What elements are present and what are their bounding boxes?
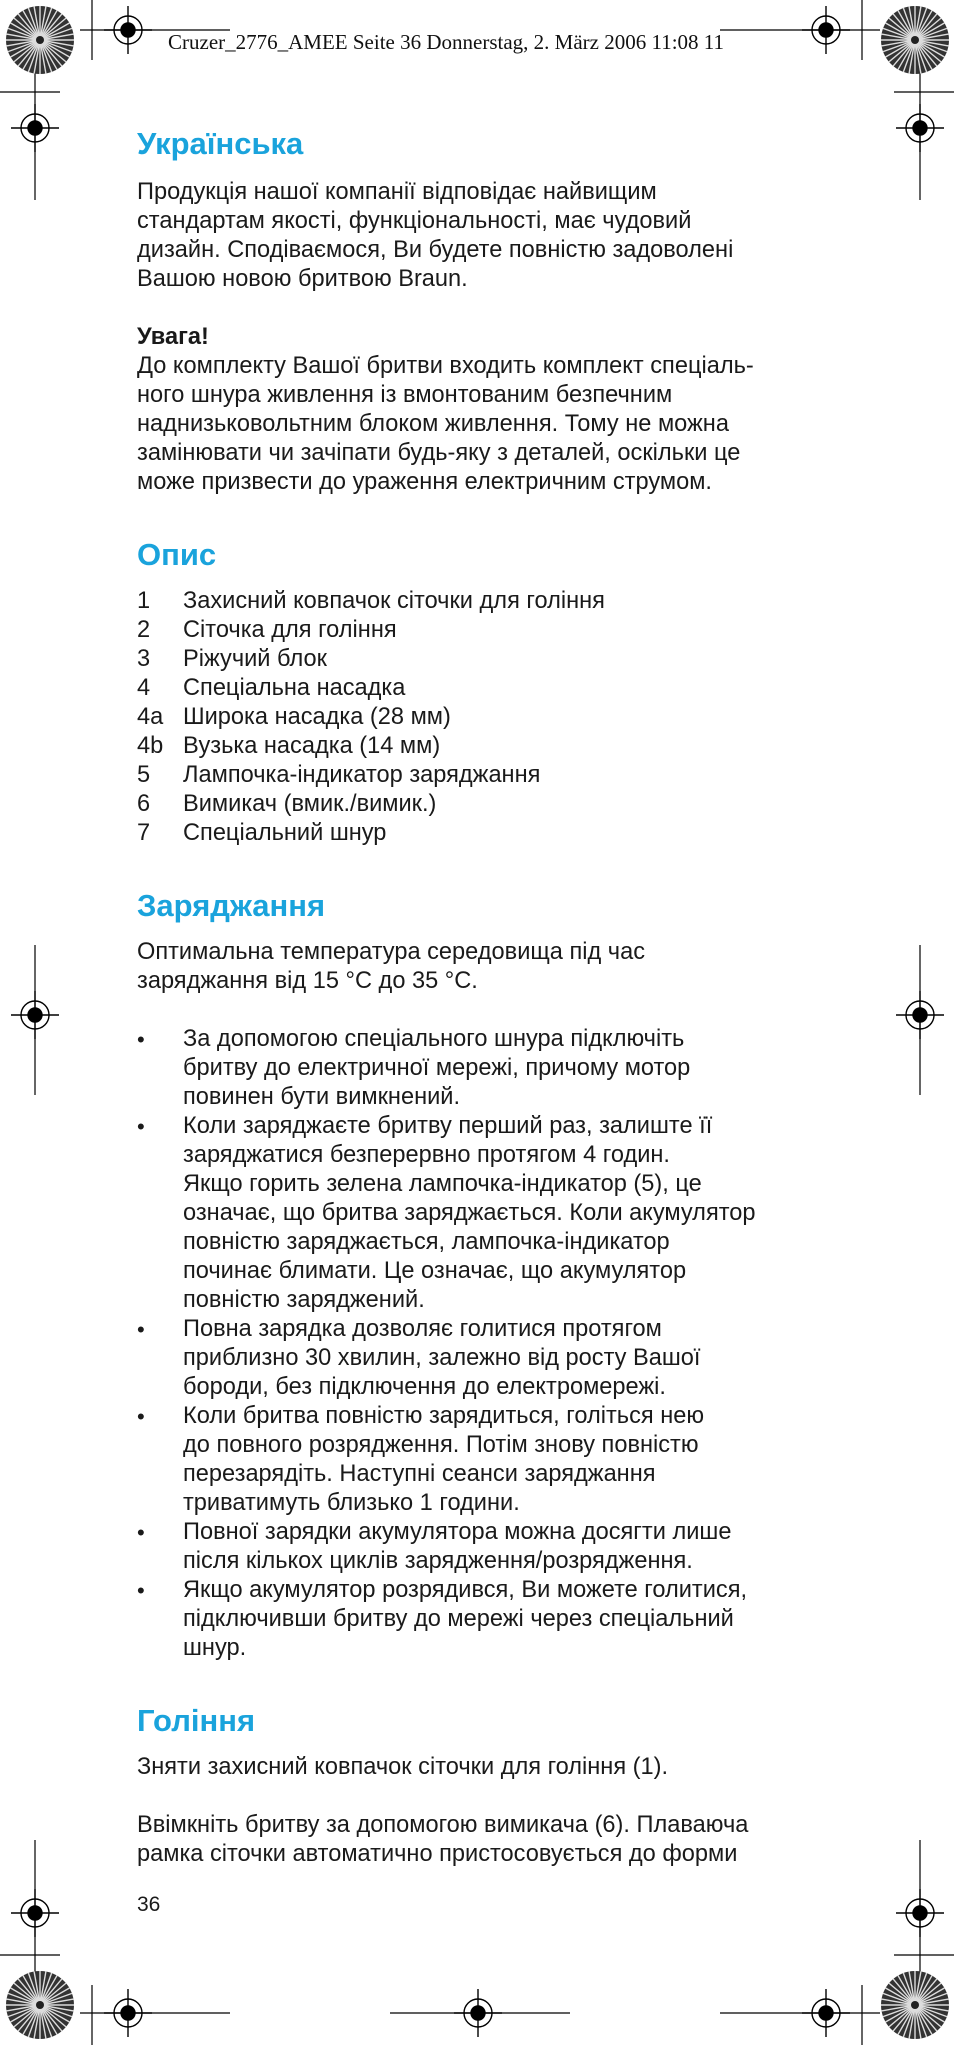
- registration-mark-icon: [896, 991, 944, 1039]
- parts-list-item: [137, 703, 837, 732]
- bullet-line: приблизно 30 хвилин, залежно від росту Вашої: [183, 1345, 701, 1371]
- parts-list-item: [137, 674, 837, 703]
- registration-mark-icon: [11, 104, 59, 152]
- warning-block: [137, 323, 837, 497]
- part-number: 4: [137, 675, 151, 701]
- charging-bullet-item: [137, 1518, 837, 1576]
- part-number: 5: [137, 762, 151, 788]
- intro-line: Продукція нашої компанії відповідає найвищим: [137, 179, 657, 205]
- bullet-line: Якщо горить зелена лампочка-індикатор (5), це: [183, 1171, 702, 1197]
- charging-bullet-item: [137, 1112, 837, 1315]
- bullet-icon: •: [137, 1027, 145, 1052]
- parts-list-item: [137, 587, 837, 616]
- shaving-paragraph-2: [137, 1811, 837, 1869]
- bullet-line: підключивши бритву до мережі через спеціальний: [183, 1606, 734, 1632]
- registration-mark-icon: [896, 1889, 944, 1937]
- section-title-shaving: Гоління: [137, 1703, 256, 1738]
- section-title-charging: Заряджання: [137, 888, 326, 923]
- bullet-line: повністю заряджений.: [183, 1287, 425, 1313]
- starburst-target-icon: [6, 1971, 74, 2039]
- registration-mark-icon: [11, 1889, 59, 1937]
- registration-mark-icon: [11, 991, 59, 1039]
- bullet-line: бороди, без підключення до електромережі.: [183, 1374, 666, 1400]
- part-label: Вимикач (вмик./вимик.): [183, 791, 437, 817]
- parts-list-item: [137, 761, 837, 790]
- starburst-target-icon: [881, 1971, 949, 2039]
- bullet-line: до повного розрядження. Потім знову повністю: [183, 1432, 699, 1458]
- part-number: 1: [137, 588, 151, 614]
- part-label: Спеціальний шнур: [183, 820, 387, 846]
- bullet-line: шнур.: [183, 1635, 247, 1661]
- charging-bullet-item: [137, 1576, 837, 1663]
- bullet-icon: •: [137, 1404, 145, 1429]
- charging-bullet-item: [137, 1315, 837, 1402]
- bullet-line: Коли бритва повністю зарядиться, голіться нею: [183, 1403, 705, 1429]
- bullet-line: означає, що бритва заряджається. Коли акумулятор: [183, 1200, 756, 1226]
- registration-mark-icon: [104, 6, 152, 54]
- intro-line: Вашою новою бритвою Braun.: [137, 266, 468, 292]
- charging-intro: [137, 938, 837, 996]
- intro-paragraph: [137, 178, 837, 294]
- part-label: Сіточка для гоління: [183, 617, 397, 643]
- part-label: Ріжучий блок: [183, 646, 327, 672]
- bullet-line: бритву до електричної мережі, причому мотор: [183, 1055, 691, 1081]
- charging-bullet-item: [137, 1402, 837, 1518]
- print-slug: Cruzer_2776_AMEE Seite 36 Donnerstag, 2. März 2006 11:08 11: [168, 30, 725, 54]
- parts-list-item: [137, 790, 837, 819]
- page-number: 36: [137, 1893, 161, 1916]
- warning-line: До комплекту Вашої бритви входить комплект спеціаль-: [137, 353, 754, 379]
- part-number: 4a: [137, 704, 164, 730]
- parts-list-item: [137, 616, 837, 645]
- charging-intro-line: заряджання від 15 °C до 35 °C.: [137, 968, 478, 994]
- bullet-line: повинен бути вимкнений.: [183, 1084, 461, 1110]
- bullet-line: Якщо акумулятор розрядився, Ви можете голитися,: [183, 1577, 748, 1603]
- warning-line: може призвести до ураження електричним струмом.: [137, 469, 712, 495]
- warning-label: Увага!: [137, 324, 209, 350]
- bullet-line: триватимуть близько 1 години.: [183, 1490, 520, 1516]
- charging-intro-line: Оптимальна температура середовища під час: [137, 939, 646, 965]
- part-label: Захисний ковпачок сіточки для гоління: [183, 588, 605, 614]
- starburst-target-icon: [881, 6, 949, 74]
- bullet-line: Повна зарядка дозволяє голитися протягом: [183, 1316, 662, 1342]
- parts-list-item: [137, 819, 837, 848]
- charging-bullet-list: [137, 1025, 837, 1663]
- bullet-line: після кількох циклів зарядження/розрядження.: [183, 1548, 693, 1574]
- bullet-line: починає блимати. Це означає, що акумулятор: [183, 1258, 687, 1284]
- bullet-icon: •: [137, 1317, 145, 1342]
- warning-line: ного шнура живлення із вмонтованим безпечним: [137, 382, 673, 408]
- warning-line: наднизьковольтним блоком живлення. Тому не можна: [137, 411, 729, 437]
- bullet-line: За допомогою спеціального шнура підключіть: [183, 1026, 685, 1052]
- bullet-line: заряджатися безперервно протягом 4 годин.: [183, 1142, 670, 1168]
- part-number: 4b: [137, 733, 164, 759]
- bullet-icon: •: [137, 1114, 145, 1139]
- part-label: Спеціальна насадка: [183, 675, 406, 701]
- section-title-ukrainian: Українська: [137, 126, 304, 161]
- bullet-line: перезарядіть. Наступні сеанси заряджання: [183, 1461, 656, 1487]
- section-title-description: Опис: [137, 537, 217, 572]
- bullet-line: Повної зарядки акумулятора можна досягти лише: [183, 1519, 732, 1545]
- registration-mark-icon: [104, 1989, 152, 2037]
- parts-list-item: [137, 645, 837, 674]
- manual-page-content: [137, 124, 837, 1869]
- registration-mark-icon: [802, 1989, 850, 2037]
- part-label: Широка насадка (28 мм): [183, 704, 451, 730]
- registration-mark-icon: [802, 6, 850, 54]
- warning-line: замінювати чи зачіпати будь-яку з деталей, оскільки це: [137, 440, 741, 466]
- bullet-line: повністю заряджається, лампочка-індикатор: [183, 1229, 670, 1255]
- charging-bullet-item: [137, 1025, 837, 1112]
- bullet-icon: •: [137, 1578, 145, 1603]
- part-number: 6: [137, 791, 151, 817]
- part-label: Вузька насадка (14 мм): [183, 733, 441, 759]
- shaving-paragraph: Зняти захисний ковпачок сіточки для гоління (1).: [137, 1754, 669, 1780]
- parts-list-item: [137, 732, 837, 761]
- bullet-line: Коли заряджаєте бритву перший раз, залиште її: [183, 1113, 713, 1139]
- intro-line: стандартам якості, функціональності, має чудовий: [137, 208, 692, 234]
- bullet-icon: •: [137, 1520, 145, 1545]
- shaving-line: рамка сіточки автоматично пристосовується до форми: [137, 1841, 738, 1867]
- part-number: 7: [137, 820, 151, 846]
- part-label: Лампочка-індикатор заряджання: [183, 762, 541, 788]
- part-number: 3: [137, 646, 151, 672]
- parts-list: [137, 587, 837, 848]
- part-number: 2: [137, 617, 151, 643]
- registration-mark-icon: [896, 104, 944, 152]
- intro-line: дизайн. Сподіваємося, Ви будете повністю задоволені: [137, 237, 734, 263]
- registration-mark-icon: [454, 1989, 502, 2037]
- starburst-target-icon: [6, 6, 74, 74]
- shaving-line: Ввімкніть бритву за допомогою вимикача (6). Плаваюча: [137, 1812, 749, 1838]
